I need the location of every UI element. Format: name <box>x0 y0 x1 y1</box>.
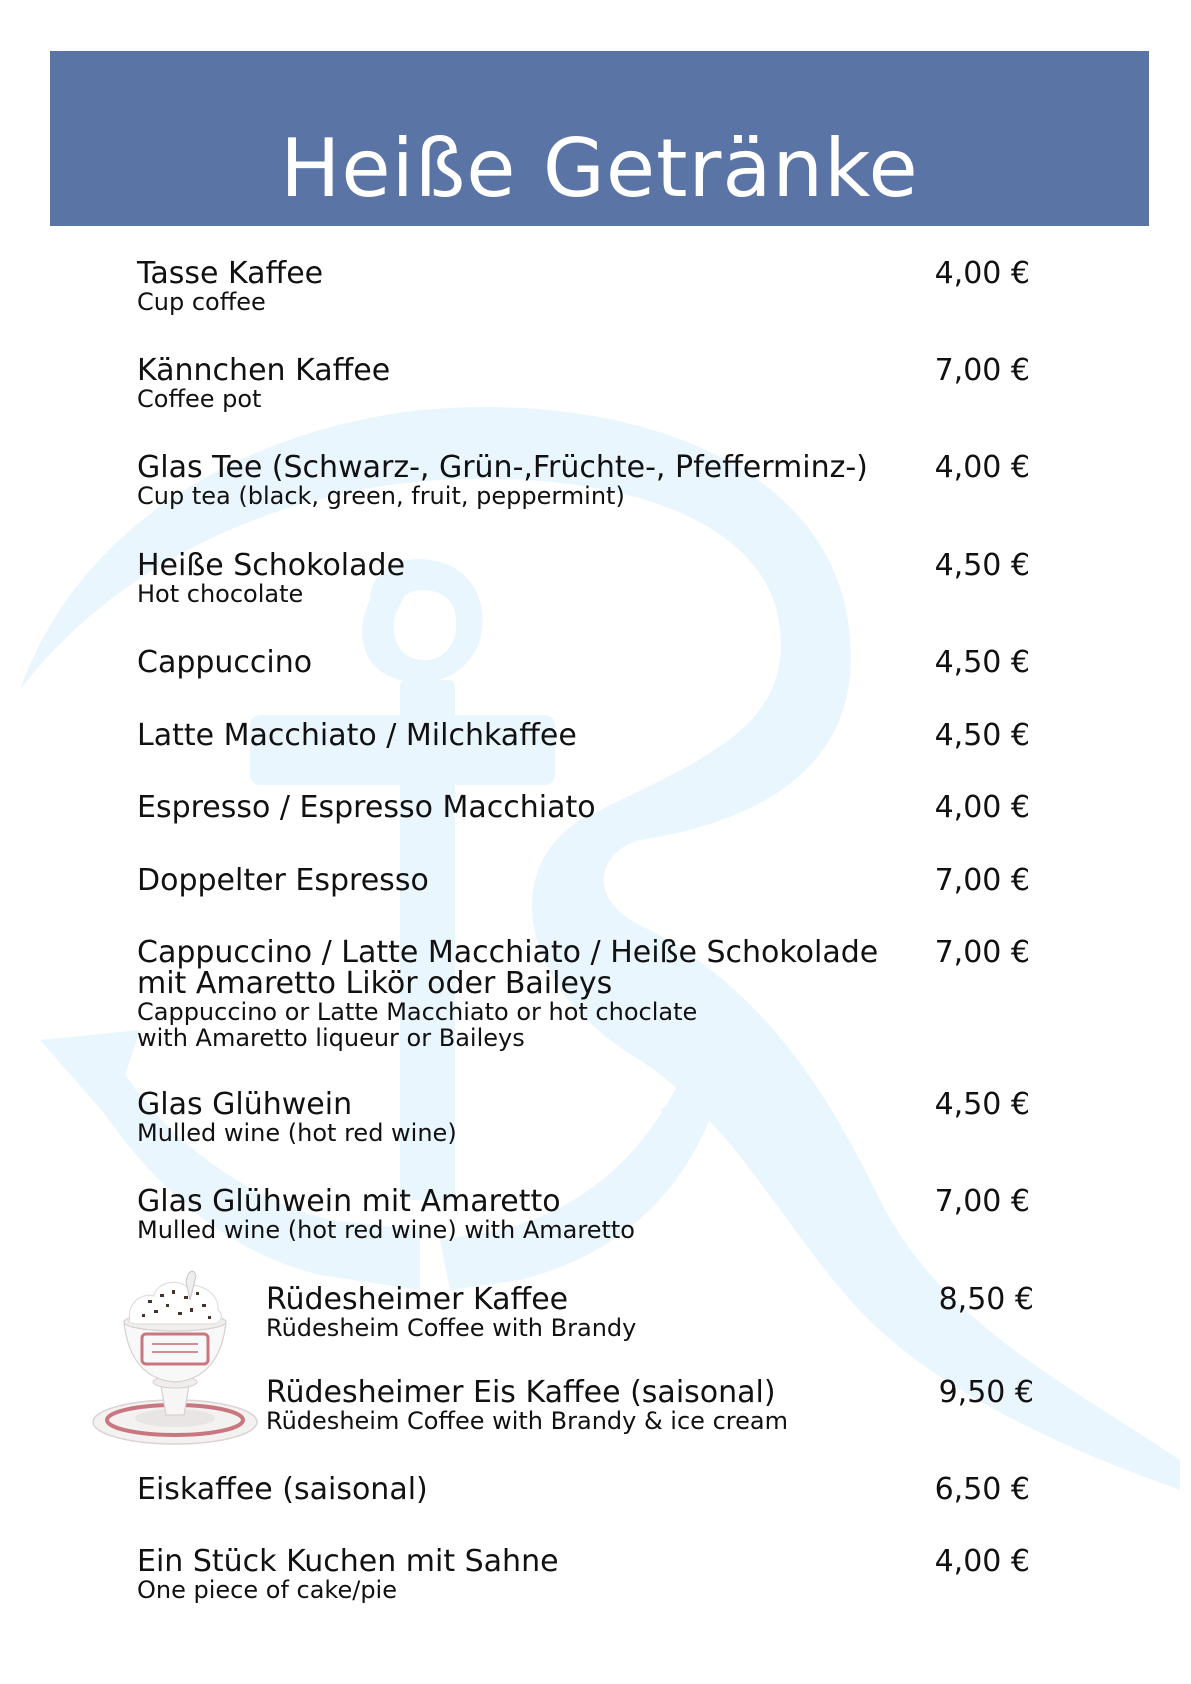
item-price: 9,50 € <box>938 1375 1034 1410</box>
item-price: 4,00 € <box>934 256 1030 291</box>
item-name: Rüdesheimer Kaffee <box>266 1282 569 1317</box>
item-description: One piece of cake/pie <box>137 1576 397 1604</box>
item-price: 7,00 € <box>934 1184 1030 1219</box>
menu-item <box>137 452 868 509</box>
item-name: Doppelter Espresso <box>137 863 429 898</box>
menu-item <box>137 1474 428 1505</box>
page-subtitle: Hot beverages <box>471 224 728 264</box>
item-price: 7,00 € <box>934 935 1030 970</box>
item-price: 7,00 € <box>934 863 1030 898</box>
item-name: Cappuccino <box>137 645 313 680</box>
menu-item <box>137 1089 457 1146</box>
menu-item <box>137 720 577 751</box>
item-price: 4,00 € <box>934 1544 1030 1579</box>
menu-item <box>137 792 596 823</box>
item-description: Cappuccino or Latte Macchiato or hot choclate <box>137 998 698 1026</box>
item-name: Ein Stück Kuchen mit Sahne <box>137 1544 559 1579</box>
item-description: Cup coffee <box>137 288 266 316</box>
item-description: Mulled wine (hot red wine) <box>137 1119 457 1147</box>
item-price: 4,50 € <box>934 645 1030 680</box>
item-description: Hot chocolate <box>137 580 304 608</box>
item-name: Espresso / Espresso Macchiato <box>137 790 596 825</box>
item-price: 4,50 € <box>934 1087 1030 1122</box>
menu-item <box>137 550 405 607</box>
item-price: 8,50 € <box>938 1282 1034 1317</box>
item-name: Tasse Kaffee <box>137 256 324 291</box>
menu-header <box>50 51 1149 264</box>
item-name: Heiße Schokolade <box>137 548 406 583</box>
item-description: Rüdesheim Coffee with Brandy <box>266 1314 637 1342</box>
item-description: Cup tea (black, green, fruit, peppermint) <box>137 482 625 510</box>
menu-item <box>137 258 323 315</box>
item-description: Rüdesheim Coffee with Brandy & ice cream <box>266 1407 788 1435</box>
item-name-line2: mit Amaretto Likör oder Baileys <box>137 966 613 1001</box>
item-description-line2: with Amaretto liqueur or Baileys <box>137 1024 525 1052</box>
item-description: Coffee pot <box>137 385 262 413</box>
item-price: 4,50 € <box>934 718 1030 753</box>
item-name: Eiskaffee (saisonal) <box>137 1472 428 1507</box>
item-name: Kännchen Kaffee <box>137 353 391 388</box>
menu-item <box>137 647 312 678</box>
item-name: Glas Glühwein mit Amaretto <box>137 1184 561 1219</box>
item-name: Glas Tee (Schwarz-, Grün-,Früchte-, Pfefferminz-) <box>137 450 868 485</box>
menu-item <box>137 937 878 1051</box>
page-title: Heiße Getränke <box>280 122 919 215</box>
ruedesheimer-coffee-cup-icon <box>90 1270 260 1450</box>
menu-item <box>137 355 390 412</box>
item-description: Mulled wine (hot red wine) with Amaretto <box>137 1216 635 1244</box>
menu-item <box>137 1546 559 1603</box>
item-name: Rüdesheimer Eis Kaffee (saisonal) <box>266 1375 776 1410</box>
menu-item <box>137 1186 635 1243</box>
menu-item <box>137 865 429 896</box>
item-name: Glas Glühwein <box>137 1087 353 1122</box>
item-price: 4,00 € <box>934 790 1030 825</box>
menu-item <box>266 1284 636 1341</box>
item-name: Latte Macchiato / Milchkaffee <box>137 718 577 753</box>
item-price: 6,50 € <box>934 1472 1030 1507</box>
item-price: 4,50 € <box>934 548 1030 583</box>
item-price: 4,00 € <box>934 450 1030 485</box>
menu-item <box>266 1377 788 1434</box>
item-price: 7,00 € <box>934 353 1030 388</box>
item-name: Cappuccino / Latte Macchiato / Heiße Schokolade <box>137 935 879 970</box>
